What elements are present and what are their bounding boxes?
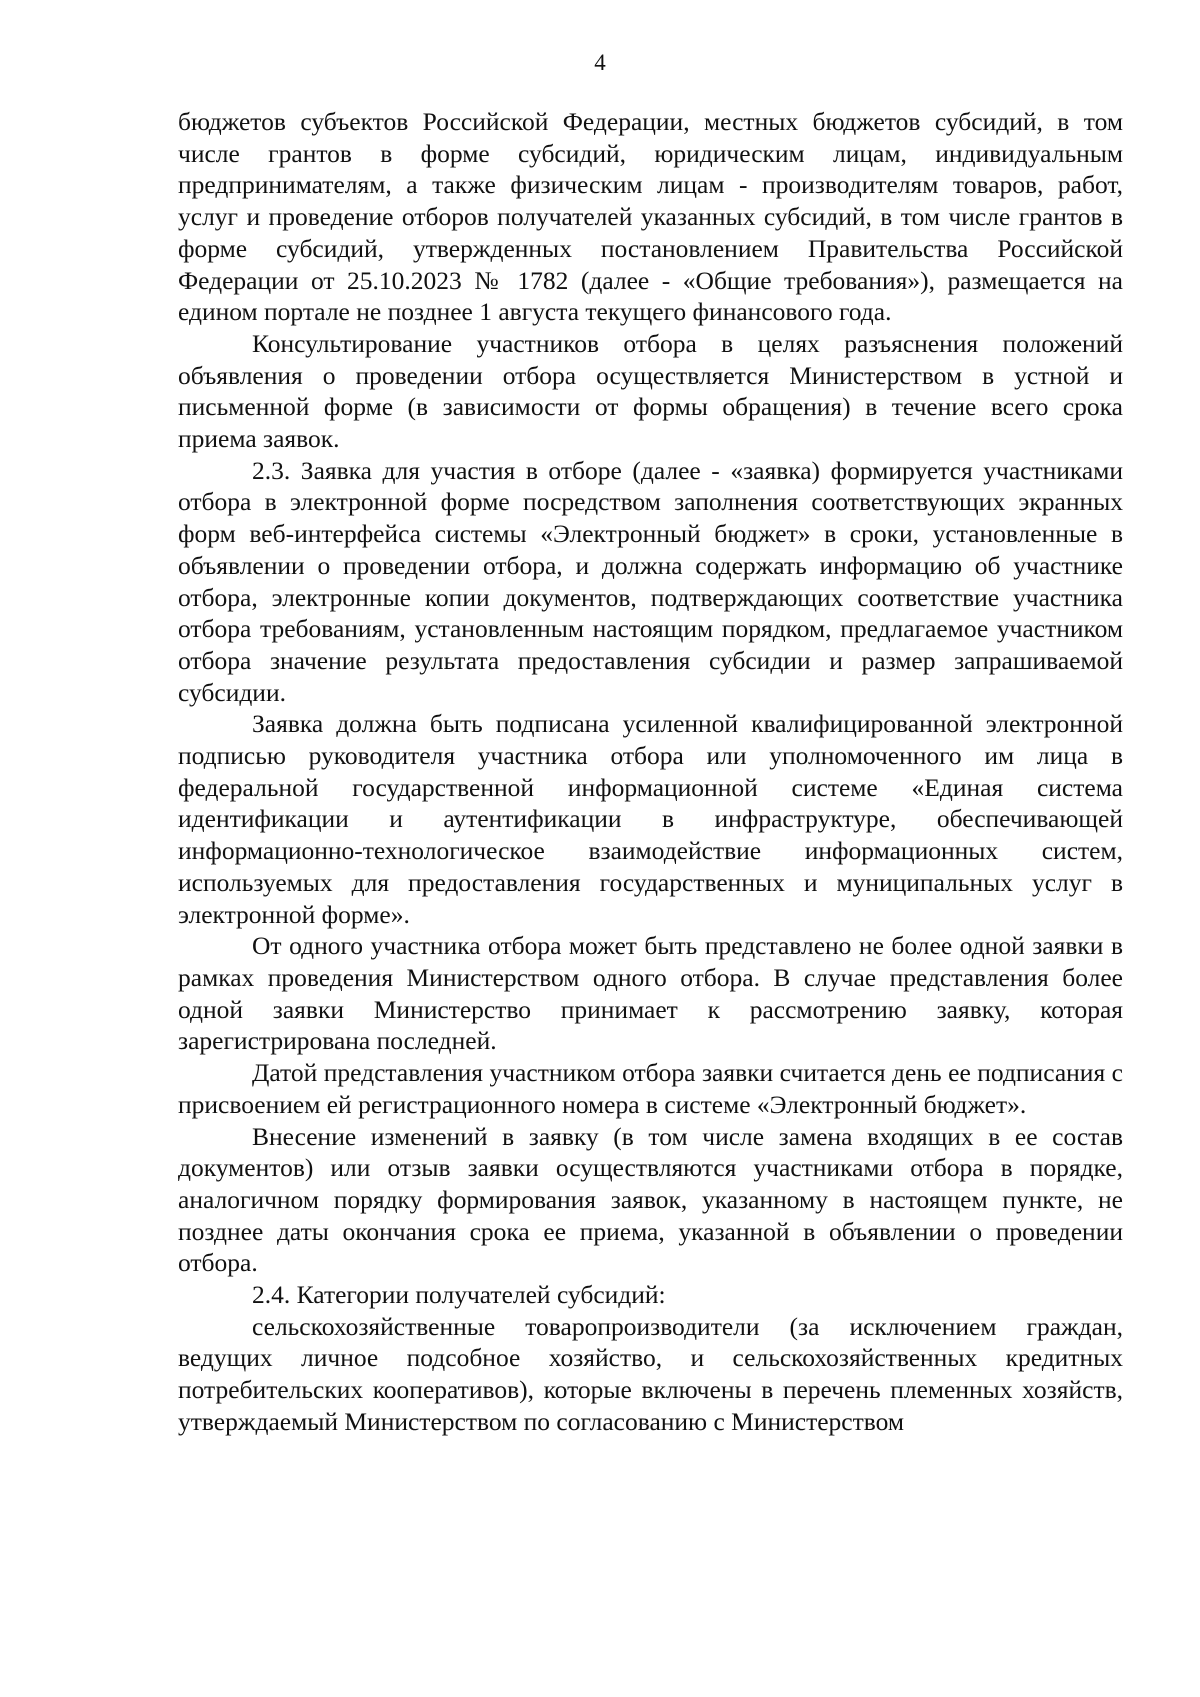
paragraph-2-3-application: 2.3. Заявка для участия в отборе (далее - «заявка) формируется участниками отбора в электронной форме посредством заполнения соответствующих экранных форм веб-интерфейса системы «Электронный бюджет» в сроки, установленные в объявлении о проведении отбора, и должна содержать информацию об участнике отбора, электронные копии документов, подтверждающих соответствие участника отбора требованиям, установленным настоящим порядком, предлагаемое участником отбора значение результата предоставления субсидии и размер запрашиваемой субсидии. xyxy=(178,455,1123,707)
page-number: 4 xyxy=(594,50,606,75)
paragraph-submission-date: Датой представления участником отбора заявки считается день ее подписания с присвоением ей регистрационного номера в системе «Электронный бюджет». xyxy=(178,1058,1123,1119)
paragraph-one-application: От одного участника отбора может быть представлено не более одной заявки в рамках проведения Министерством одного отбора. В случае представления более одной заявки Министерство принимает к рассмотрению заявку, которая зарегистрирована последней. xyxy=(178,931,1123,1056)
paragraph-continuation: бюджетов субъектов Российской Федерации, местных бюджетов субсидий, в том числе грантов в форме субсидий, юридическим лицам, индивидуальным предпринимателям, а также физическим лицам - производителям товаров, работ, услуг и проведение отборов получателей указанных субсидий, в том числе грантов в форме субсидий, утвержденных постановлением Правительства Российской Федерации от 25.10.2023 № 1782 (далее - «Общие требования»), размещается на едином портале не позднее 1 августа текущего финансового года. xyxy=(178,107,1123,327)
paragraph-signature: Заявка должна быть подписана усиленной квалифицированной электронной подписью руководителя участника отбора или уполномоченного им лица в федеральной государственной информационной системе «Единая система идентификации и аутентификации в инфраструктуре, обеспечивающей информационно-технологическое взаимодействие информационных систем, используемых для предоставления государственных и муниципальных услуг в электронной форме». xyxy=(178,709,1123,929)
document-body xyxy=(178,106,1123,1438)
paragraph-recipients: сельскохозяйственные товаропроизводители (за исключением граждан, ведущих личное подсобное хозяйство, и сельскохозяйственных кредитных потребительских кооперативов), которые включены в перечень племенных хозяйств, утверждаемый Министерством по согласованию с Министерством xyxy=(178,1311,1123,1436)
paragraph-consultation: Консультирование участников отбора в целях разъяснения положений объявления о проведении отбора осуществляется Министерством в устной и письменной форме (в зависимости от формы обращения) в течение всего срока приема заявок. xyxy=(178,328,1123,454)
paragraph-amendments: Внесение изменений в заявку (в том числе замена входящих в ее состав документов) или отзыв заявки осуществляются участниками отбора в порядке, аналогичном порядку формирования заявок, указанному в настоящем пункте, не позднее даты окончания срока ее приема, указанной в объявлении о проведении отбора. xyxy=(178,1121,1123,1278)
paragraph-2-4-heading: 2.4. Категории получателей субсидий: xyxy=(252,1280,666,1310)
